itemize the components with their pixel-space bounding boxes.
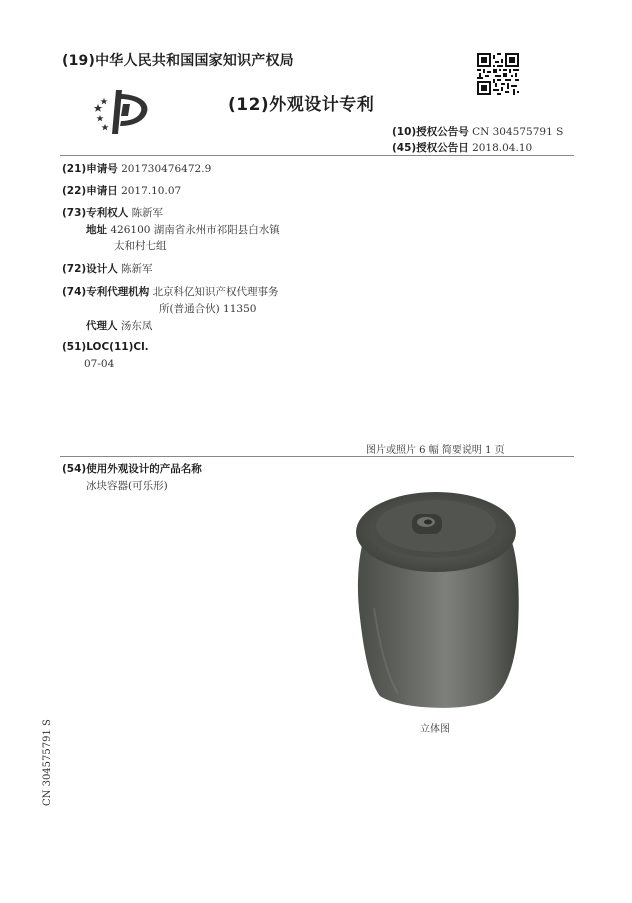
agency-value-line2: 所(普通合伙) 11350 [159,303,257,315]
product-name-value: 冰块容器(可乐形) [86,480,168,492]
application-number-line [62,161,211,176]
side-publication-number: CN 304575791 S [42,719,53,806]
application-date-line [62,183,181,198]
qr-code [477,52,519,96]
application-number-label: (21)申请号 [62,163,118,175]
address-value-line2: 太和村七组 [114,240,167,252]
product-image-can [350,488,522,710]
figure-caption: 立体图 [420,724,450,735]
header-divider [60,155,574,156]
application-date-label: (22)申请日 [62,185,118,197]
publication-number-label: (10)授权公告号 [392,126,469,138]
patentee-value: 陈新军 [131,207,164,219]
image-and-description-count: 图片或照片 6 幅 简要说明 1 页 [366,445,505,456]
publication-date-label: (45)授权公告日 [392,142,469,154]
agency-value-line1: 北京科亿知识产权代理事务 [152,286,279,298]
loc-value: 07-04 [84,358,115,370]
address-value-line1: 426100 湖南省永州市祁阳县白水镇 [110,224,280,236]
address-label: 地址 [86,224,107,236]
publication-number-value: CN 304575791 S [472,126,564,138]
agent-label: 代理人 [86,320,118,332]
section-divider [60,456,574,457]
designer-line [62,261,153,276]
patent-type-title: (12)外观设计专利 [228,95,375,115]
patentee-line [62,205,163,220]
patentee-label: (73)专利权人 [62,207,129,219]
publication-date-line [392,140,532,155]
agent-line [86,318,152,333]
agent-value: 汤东凤 [120,320,153,332]
designer-label: (72)设计人 [62,263,118,275]
agency-label: (74)专利代理机构 [62,286,150,298]
designer-value: 陈新军 [121,263,153,275]
office-emblem [92,88,152,136]
address-line [86,222,280,237]
publication-date-value: 2018.04.10 [472,142,533,154]
loc-classification-line [62,341,149,353]
application-date-value: 2017.10.07 [121,185,182,197]
product-name-label: (54)使用外观设计的产品名称 [62,463,202,475]
loc-label: (51)LOC(11)Cl. [62,341,149,353]
issuing-office: (19)中华人民共和国国家知识产权局 [62,53,294,69]
publication-number-line [392,124,563,139]
agency-line [62,284,279,299]
application-number-value: 201730476472.9 [121,163,212,175]
